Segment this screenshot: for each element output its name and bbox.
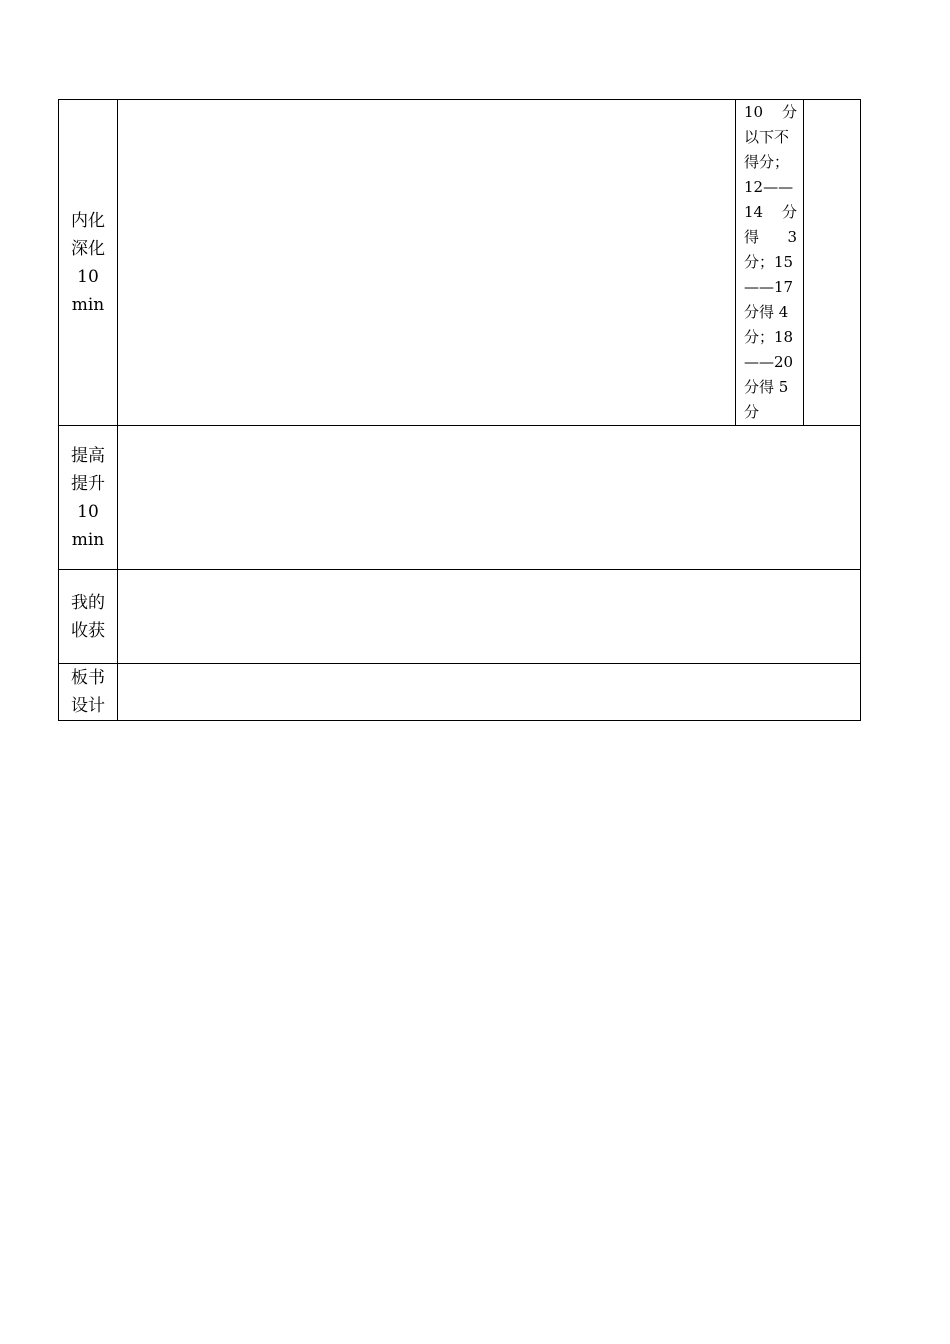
- score-text: 分: [744, 403, 760, 421]
- row-label-line: 10: [77, 266, 99, 287]
- row-label-line: 提升: [71, 473, 105, 494]
- row-label-line: 设计: [71, 696, 105, 716]
- score-text: 分: [781, 203, 797, 221]
- row-label-line: 10: [77, 501, 99, 522]
- score-line: [744, 150, 797, 175]
- row-label-line: 提高: [71, 445, 105, 466]
- score-line: [744, 275, 797, 300]
- content-cell-internalize: [118, 100, 736, 426]
- score-text: ——17: [744, 278, 794, 296]
- score-text: 分；15: [744, 253, 794, 271]
- score-text: 分得 4: [744, 303, 789, 321]
- row-label-blackboard: [59, 664, 118, 721]
- scoring-criteria-cell: [736, 100, 804, 426]
- row-label-harvest: [59, 570, 118, 664]
- score-text: ——20: [744, 353, 794, 371]
- table-row-blackboard: [59, 664, 861, 721]
- score-line: [744, 325, 797, 350]
- score-line: [744, 300, 797, 325]
- row-label-line: 收获: [71, 620, 105, 641]
- score-line: [744, 225, 797, 250]
- table-row-internalize: [59, 100, 861, 426]
- score-text: 分；18: [744, 328, 794, 346]
- score-text: 得: [744, 228, 760, 246]
- score-text: 14: [744, 203, 764, 221]
- content-cell-harvest: [118, 570, 861, 664]
- row-label-line: min: [71, 529, 105, 550]
- score-line: [744, 350, 797, 375]
- score-line: [744, 100, 797, 125]
- score-line: [744, 400, 797, 425]
- score-line: [744, 175, 797, 200]
- score-text: 分: [781, 103, 797, 121]
- score-line: [744, 375, 797, 400]
- table-row-improve: [59, 426, 861, 570]
- score-text: 3: [787, 228, 797, 246]
- row-label-improve: [59, 426, 118, 570]
- row-label-line: 内化: [71, 210, 105, 231]
- row-label-line: 我的: [71, 592, 105, 613]
- row-label-line: 板书: [71, 668, 105, 688]
- score-text: 12——: [744, 178, 794, 196]
- lesson-plan-table: [58, 99, 861, 721]
- empty-cell: [804, 100, 861, 426]
- content-cell-improve: [118, 426, 861, 570]
- row-label-line: min: [71, 294, 105, 315]
- row-label-line: 深化: [71, 238, 105, 259]
- table-row-harvest: [59, 570, 861, 664]
- row-label-internalize: [59, 100, 118, 426]
- score-line: [744, 200, 797, 225]
- score-text: 以下不: [744, 128, 790, 146]
- score-text: 分得 5: [744, 378, 789, 396]
- content-cell-blackboard: [118, 664, 861, 721]
- score-line: [744, 250, 797, 275]
- score-text: 得分；: [744, 153, 790, 171]
- score-text: 10: [744, 103, 764, 121]
- score-line: [744, 125, 797, 150]
